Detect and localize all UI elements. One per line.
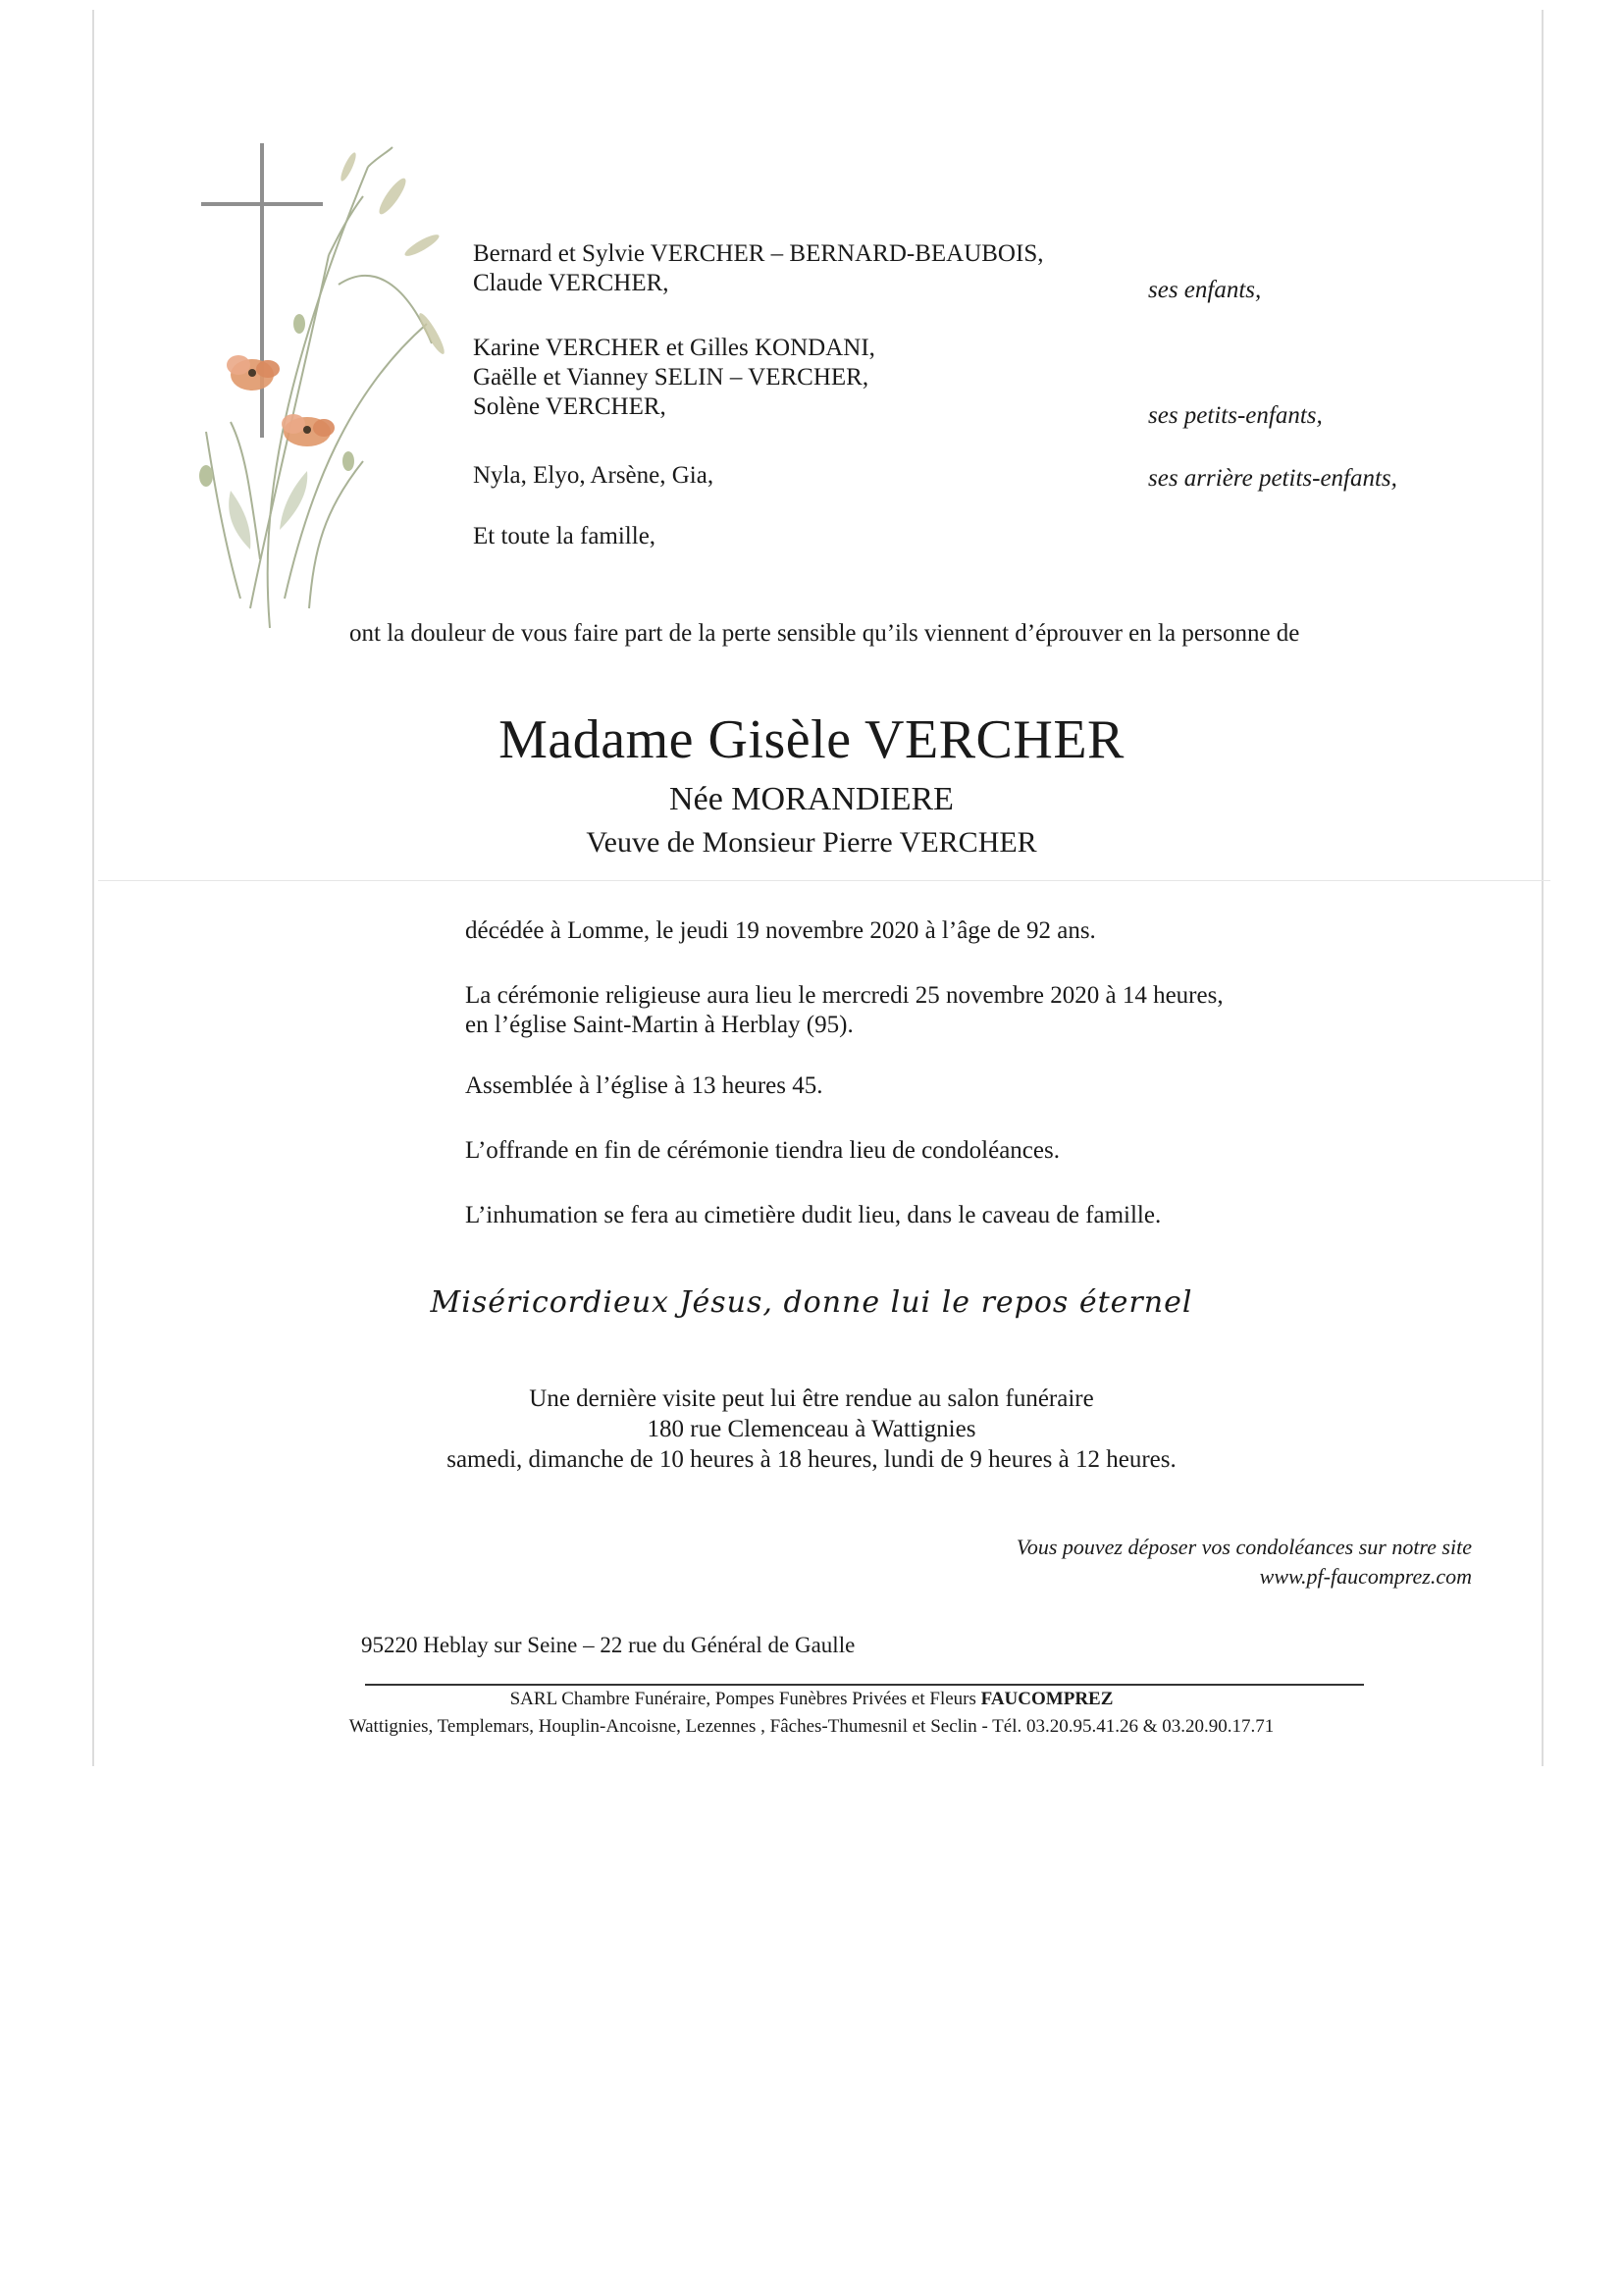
assembly-time: Assemblée à l’église à 13 heures 45.: [465, 1072, 823, 1099]
deceased-name: Madame Gisèle VERCHER: [498, 709, 1125, 770]
footer-line-1: SARL Chambre Funéraire, Pompes Funèbres Privées et Fleurs FAUCOMPREZ: [509, 1689, 1114, 1709]
children-label: ses enfants,: [1148, 277, 1262, 303]
ceremony-details: [465, 981, 1224, 1040]
funeral-home-footer: [0, 1686, 1623, 1741]
cross-poppies-illustration: [191, 137, 486, 648]
maiden-name: Née MORANDIERE: [669, 781, 954, 817]
ceremony-line-2: en l’église Saint-Martin à Herblay (95).: [465, 1012, 854, 1038]
wheat-ears: [339, 151, 448, 356]
condolences-url[interactable]: www.pf-faucomprez.com: [1259, 1564, 1472, 1589]
family-address: 95220 Heblay sur Seine – 22 rue du Général de Gaulle: [361, 1633, 856, 1657]
grandchildren-names: [473, 334, 875, 422]
condolences-line: Vous pouvez déposer vos condoléances sur notre site: [1016, 1535, 1472, 1559]
child-line-2: Claude VERCHER,: [473, 270, 669, 296]
fold-line: [98, 880, 1550, 881]
death-notice: décédée à Lomme, le jeudi 19 novembre 2020 à l’âge de 92 ans.: [465, 917, 1096, 944]
funeral-home-brand: FAUCOMPREZ: [980, 1689, 1114, 1709]
announcement-intro: ont la douleur de vous faire part de la perte sensible qu’ils viennent d’éprouver en la personne de: [349, 620, 1300, 647]
poppy-flower-2: [282, 414, 335, 446]
right-page-edge: [1542, 10, 1544, 1766]
child-line-1: Bernard et Sylvie VERCHER – BERNARD-BEAUBOIS,: [473, 240, 1044, 267]
children-names: [473, 239, 1043, 298]
footer-line-2: Wattignies, Templemars, Houplin-Ancoisne, Lezennes , Fâches-Thumesnil et Seclin - Tél. 03.20.95.41.26 & 03.20.90.17.71: [348, 1716, 1275, 1737]
great-grandchildren-names: Nyla, Elyo, Arsène, Gia,: [473, 462, 714, 489]
offering-note: L’offrande en fin de cérémonie tiendra lieu de condoléances.: [465, 1137, 1060, 1164]
poppy-flower-1: [227, 355, 280, 391]
grandchild-line-2: Gaëlle et Vianney SELIN – VERCHER,: [473, 364, 869, 391]
grandchildren-label: ses petits-enfants,: [1148, 402, 1323, 429]
burial-note: L’inhumation se fera au cimetière dudit lieu, dans le caveau de famille.: [465, 1202, 1162, 1228]
whole-family: Et toute la famille,: [473, 523, 656, 549]
condolences-note: [1017, 1533, 1472, 1592]
prayer-line: Miséricordieux Jésus, donne lui le repos éternel: [430, 1285, 1193, 1320]
visit-line-2: 180 rue Clemenceau à Wattignies: [647, 1416, 976, 1442]
cross-icon: [201, 143, 323, 438]
visit-line-3: samedi, dimanche de 10 heures à 18 heures, lundi de 9 heures à 12 heures.: [446, 1446, 1177, 1473]
widow-of: Veuve de Monsieur Pierre VERCHER: [586, 826, 1037, 859]
visit-info: [0, 1383, 1623, 1475]
grandchild-line-1: Karine VERCHER et Gilles KONDANI,: [473, 335, 875, 361]
left-page-edge: [92, 10, 94, 1766]
grandchild-line-3: Solène VERCHER,: [473, 393, 666, 420]
great-grandchildren-label: ses arrière petits-enfants,: [1148, 465, 1397, 492]
ceremony-line-1: La cérémonie religieuse aura lieu le mercredi 25 novembre 2020 à 14 heures,: [465, 982, 1224, 1009]
visit-line-1: Une dernière visite peut lui être rendue au salon funéraire: [529, 1385, 1094, 1412]
